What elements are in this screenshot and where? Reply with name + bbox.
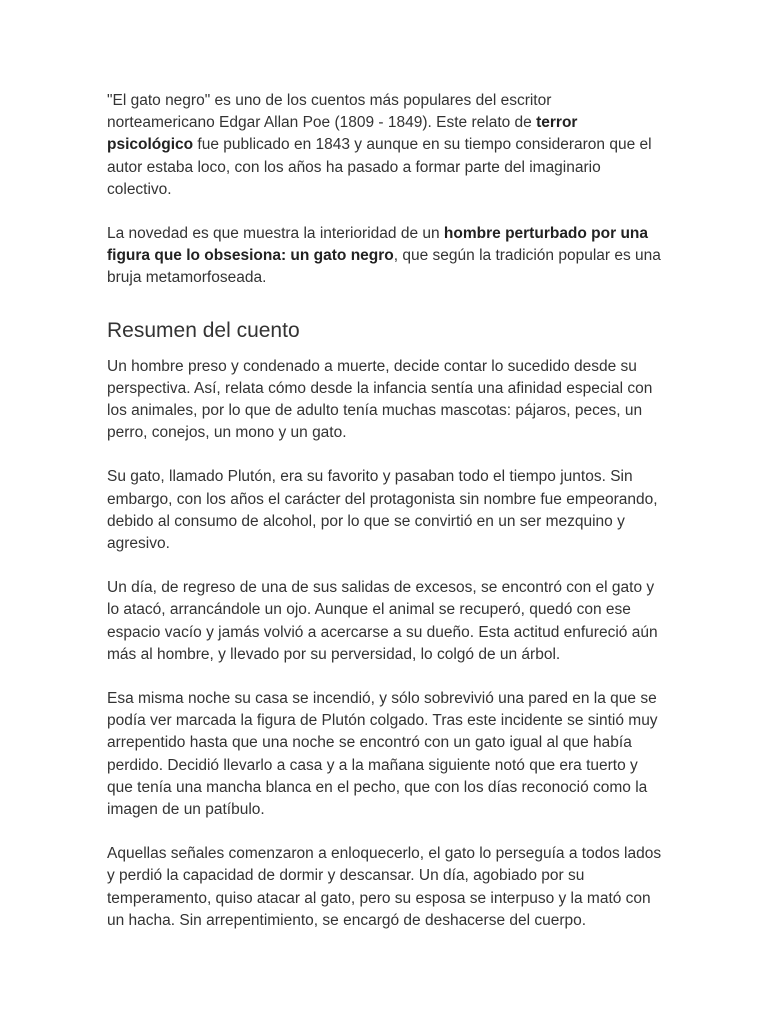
summary-paragraph-4: Esa misma noche su casa se incendió, y sólo sobrevivió una pared en la que se podía ver marcada la figura de Plutón colgado. Tras este incidente se sintió muy arrepentido hasta que una noche se encontró con un gato igual al que había perdido. Decidió llevarlo a casa y a la mañana siguiente notó que era tuerto y que tenía una mancha blanca en el pecho, que con los días reconoció como la imagen de un patíbulo. bbox=[107, 690, 658, 819]
intro-p2-text-c: , que según la tradición popular es una bruja metamorfoseada. bbox=[107, 247, 661, 287]
intro-p1-bold: terror psicológico bbox=[107, 114, 578, 154]
intro-p1-text-a: "El gato negro" es uno de los cuentos más populares del escritor norteamericano Edgar Allan Poe (1809 - 1849). Este relato de bbox=[107, 92, 552, 132]
intro-p2-text-a: La novedad es que muestra la interioridad de un bbox=[107, 225, 444, 243]
intro-p2-bold: hombre perturbado por una figura que lo obsesiona: un gato negro bbox=[107, 225, 649, 265]
section-heading: Resumen del cuento bbox=[107, 318, 300, 342]
summary-paragraph-1: Un hombre preso y condenado a muerte, decide contar lo sucedido desde su perspectiva. Así, relata cómo desde la infancia sentía una afinidad especial con los animales, por lo que de adulto tenía muchas mascotas: pájaros, peces, un perro, conejos, un mono y un gato. bbox=[107, 357, 653, 442]
summary-paragraph-3: Un día, de regreso de una de sus salidas de excesos, se encontró con el gato y lo atacó, arrancándole un ojo. Aunque el animal se recuperó, quedó con ese espacio vacío y jamás volvió a acercarse a su dueño. Esta actitud enfureció aún más al hombre, y llevado por su perversidad, lo colgó de un árbol. bbox=[107, 579, 658, 663]
summary-paragraph-2: Su gato, llamado Plutón, era su favorito y pasaban todo el tiempo juntos. Sin embargo, con los años el carácter del protagonista sin nombre fue empeorando, debido al consumo de alcohol, por lo que se convirtió en un ser mezquino y agresivo. bbox=[107, 468, 658, 553]
intro-paragraph-1 bbox=[107, 90, 662, 201]
intro-paragraph-2 bbox=[107, 223, 662, 290]
intro-p1-text-c: fue publicado en 1843 y aunque en su tiempo consideraron que el autor estaba loco, con los años ha pasado a formar parte del imaginario colectivo. bbox=[107, 136, 652, 198]
summary-paragraph-5: Aquellas señales comenzaron a enloquecerlo, el gato lo perseguía a todos lados y perdió la capacidad de dormir y descansar. Un día, agobiado por su temperamento, quiso atacar al gato, pero su esposa se interpuso y la mató con un hacha. Sin arrepentimiento, se encargó de deshacerse del cuerpo. bbox=[107, 845, 662, 929]
